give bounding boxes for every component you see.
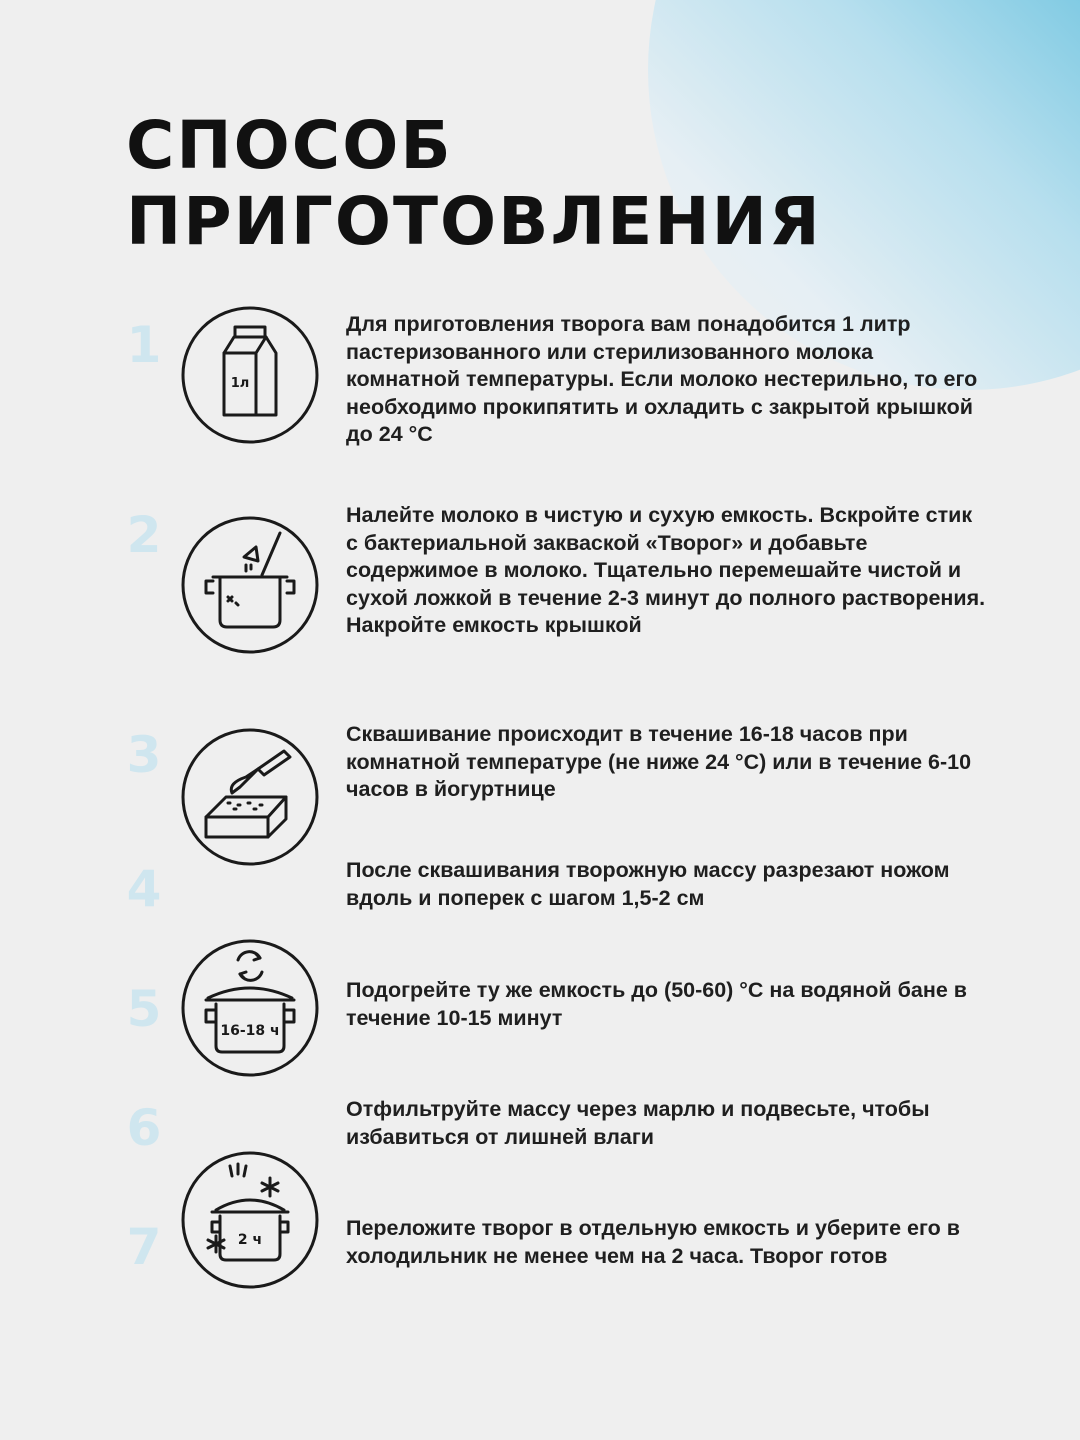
pot-with-starter-icon bbox=[180, 515, 320, 655]
step-number-6: 6 bbox=[126, 1099, 162, 1157]
step-text-2: Налейте молоко в чистую и сухую емкость. Вскройте стик с бактериальной закваской «Творог» и добавьте содержимое в молоко. Тщательно перемешайте чистой и сухой ложкой в течение 2-3 минут до полного растворения. Накройте емкость крышкой bbox=[346, 503, 986, 637]
step-number-1: 1 bbox=[126, 316, 162, 374]
step-text-5: Подогрейте ту же емкость до (50-60) °С на водяной бане в течение 10-15 минут bbox=[346, 978, 967, 1030]
pot-hours-label: 16-18 ч bbox=[220, 1023, 280, 1039]
step-text-7: Переложите творог в отдельную емкость и уберите его в холодильник не менее чем на 2 часа. Творог готов bbox=[346, 1216, 960, 1268]
step-number-5: 5 bbox=[126, 980, 162, 1038]
milk-carton-icon bbox=[180, 305, 320, 445]
step-text-1: Для приготовления творога вам понадобится 1 литр пастеризованного или стерилизованного молока комнатной температуры. Если молоко нестерильно, то его необходимо прокипятить и охладить с закрытой крышкой до 24 °С bbox=[346, 312, 978, 446]
title-line-1: СПОСОБ bbox=[126, 107, 453, 184]
step-text-6: Отфильтруйте массу через марлю и подвесьте, чтобы избавиться от лишней влаги bbox=[346, 1097, 930, 1149]
fridge-hours-label: 2 ч bbox=[237, 1232, 263, 1248]
title-line-2: ПРИГОТОВЛЕНИЯ bbox=[126, 183, 822, 260]
pot-timer-icon bbox=[180, 938, 320, 1078]
step-text-4: После сквашивания творожную массу разрезают ножом вдоль и поперек с шагом 1,5-2 см bbox=[346, 858, 950, 910]
milk-volume-label: 1л bbox=[230, 376, 250, 391]
step-number-2: 2 bbox=[126, 506, 162, 564]
step-number-7: 7 bbox=[126, 1218, 162, 1276]
step-text-3: Сквашивание происходит в течение 16-18 часов при комнатной температуре (не ниже 24 °С) или в течение 6-10 часов в йогуртнице bbox=[346, 722, 972, 801]
step-number-3: 3 bbox=[126, 726, 162, 784]
page-title bbox=[126, 108, 822, 260]
pot-fridge-icon bbox=[180, 1150, 320, 1290]
step-number-4: 4 bbox=[126, 860, 162, 918]
knife-cutting-curd-icon bbox=[180, 727, 320, 867]
